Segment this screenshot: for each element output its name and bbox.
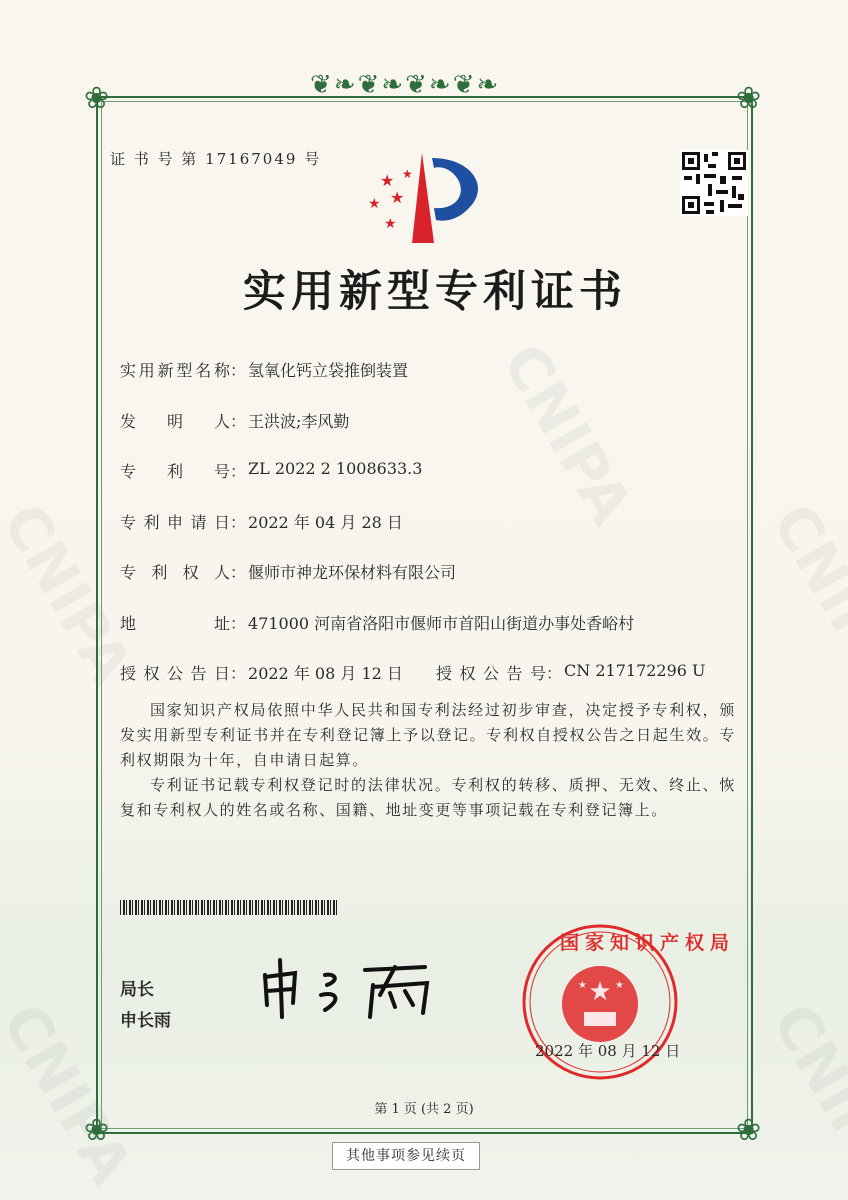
field-label: 实用新型名称 — [120, 361, 230, 380]
svg-text:★: ★ — [390, 188, 405, 207]
paragraph: 国家知识产权局依照中华人民共和国专利法经过初步审查，决定授予专利权，颁发实用新型专利证书并在专利登记簿上予以登记。专利权自授权公告之日起生效。专利权期限为十年，自申请日起算。 — [120, 701, 736, 769]
field-application-date: 专利申请日 ： 2022 年 04 月 28 日 — [120, 510, 403, 533]
ornament-top-icon: ❦❧❦❧❦❧❦❧ — [310, 70, 501, 100]
field-label: 专利申请日 — [120, 513, 230, 532]
seal-text: 国家知识产权局 — [560, 932, 736, 954]
svg-text:★: ★ — [588, 977, 612, 1007]
field-patentee: 专利权人 ： 偃师市神龙环保材料有限公司 — [120, 560, 456, 583]
field-inventor: 发明人 ： 王洪波;李风勤 — [120, 409, 349, 432]
cnipa-logo-icon — [362, 148, 492, 248]
corner-ornament-icon: ❀ — [84, 81, 110, 116]
field-label: 授权公告日 — [120, 664, 230, 683]
field-value: 偃师市神龙环保材料有限公司 — [248, 563, 457, 582]
field-patent-number: 专利号 ： ZL 2022 2 1008633.3 — [120, 459, 423, 481]
field-grant-date: 授权公告日 ： 2022 年 08 月 12 日 — [120, 661, 403, 684]
svg-text:★: ★ — [578, 980, 587, 991]
field-value: 471000 河南省洛阳市偃师市首阳山街道办事处香峪村 — [248, 614, 635, 633]
field-label: 专利号 — [120, 462, 230, 481]
signature-icon — [255, 955, 440, 1025]
svg-text:★: ★ — [615, 980, 624, 991]
field-utility-model-name: 实用新型名称 ： 氢氧化钙立袋推倒装置 — [120, 358, 408, 381]
barcode-icon — [120, 900, 337, 915]
field-announcement-number: 授权公告号 ： CN 217172296 U — [436, 661, 706, 683]
footer-note: 其他事项参见续页 — [332, 1142, 480, 1170]
svg-text:★: ★ — [380, 171, 395, 190]
svg-text:★: ★ — [384, 216, 397, 232]
corner-ornament-icon: ❀ — [84, 1113, 110, 1148]
watermark — [759, 493, 848, 696]
field-value: CN 217172296 U — [564, 661, 706, 680]
corner-ornament-icon: ❀ — [736, 1113, 762, 1148]
page-title: 实用新型专利证书 — [243, 267, 627, 317]
paragraph: 专利证书记载专利权登记时的法律状况。专利权的转移、质押、无效、终止、恢复和专利权人的姓名或名称、国籍、地址变更等事项记载在专利登记簿上。 — [120, 776, 736, 819]
signatory-title: 局长 — [120, 980, 154, 1000]
field-value: 氢氧化钙立袋推倒装置 — [248, 361, 409, 380]
seal-date: 2022 年 08 月 12 日 — [535, 1042, 681, 1060]
field-address: 地址 ： 471000 河南省洛阳市偃师市首阳山街道办事处香峪村 — [120, 611, 634, 634]
field-value: 2022 年 08 月 12 日 — [248, 664, 403, 683]
field-label: 专利权人 — [120, 563, 230, 582]
svg-text:★: ★ — [402, 167, 413, 181]
field-label: 地址 — [120, 614, 230, 633]
svg-text:★: ★ — [368, 196, 381, 212]
field-label: 授权公告号 — [436, 664, 546, 683]
corner-ornament-icon: ❀ — [736, 81, 762, 116]
field-value: ZL 2022 2 1008633.3 — [248, 459, 423, 478]
certificate-number: 证 书 号 第 17167049 号 — [110, 150, 322, 168]
field-label: 发明人 — [120, 412, 230, 431]
field-value: 王洪波;李风勤 — [248, 412, 350, 431]
certificate-body — [120, 698, 736, 823]
watermark — [759, 993, 848, 1196]
field-value: 2022 年 04 月 28 日 — [248, 513, 403, 532]
page-indicator: 第 1 页 (共 2 页) — [374, 1102, 474, 1117]
qr-code-icon — [680, 150, 748, 216]
signatory-name: 申长雨 — [120, 1011, 171, 1031]
